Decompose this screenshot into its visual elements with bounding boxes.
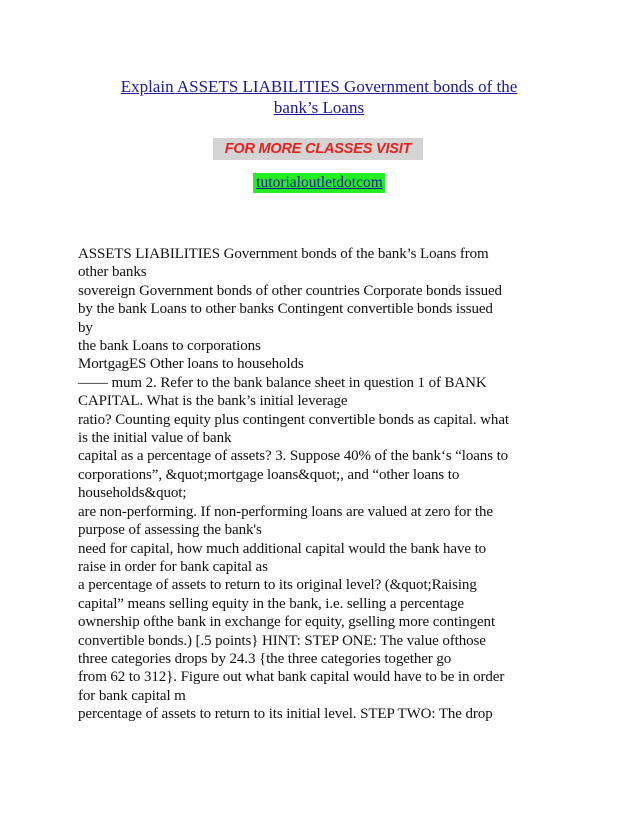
body-line: raise in order for bank capital as	[78, 558, 268, 575]
body-line: for bank capital m	[78, 687, 186, 704]
body-line: by	[78, 319, 93, 336]
body-line: percentage of assets to return to its initial level. STEP TWO: The drop	[78, 706, 493, 723]
body-line: from 62 to 312}. Figure out what bank capital would have to be in order	[78, 669, 505, 686]
body-line: need for capital, how much additional capital would the bank have to	[78, 540, 487, 557]
body-line: is the initial value of bank	[78, 430, 232, 447]
body-line: by the bank Loans to other banks Contingent convertible bonds issued	[78, 301, 493, 318]
body-text	[78, 245, 550, 724]
title-link[interactable]	[89, 76, 549, 118]
promo-banner: FOR MORE CLASSES VISIT	[213, 138, 423, 160]
body-line: households&quot;	[78, 485, 187, 502]
body-line: —— mum 2. Refer to the bank balance sheet in question 1 of BANK	[78, 374, 487, 391]
body-line: are non-performing. If non-performing loans are valued at zero for the	[78, 503, 493, 520]
site-link[interactable]: tutorialoutletdotcom	[253, 173, 385, 193]
body-line: ownership ofthe bank in exchange for equity, gselling more contingent	[78, 614, 496, 631]
body-line: capital” means selling equity in the bank, i.e. selling a percentage	[78, 595, 464, 612]
body-line: purpose of assessing the bank's	[78, 522, 262, 539]
body-line: capital as a percentage of assets? 3. Suppose 40% of the bank‘s “loans to	[78, 448, 509, 465]
body-line: three categories drops by 24.3 {the three categories together go	[78, 650, 452, 667]
body-line: convertible bonds.) [.5 points} HINT: STEP ONE: The value ofthose	[78, 632, 486, 649]
body-line: sovereign Government bonds of other countries Corporate bonds issued	[78, 282, 502, 299]
body-line: ratio? Counting equity plus contingent convertible bonds as capital. what	[78, 411, 509, 428]
body-line: CAPITAL. What is the bank’s initial leverage	[78, 393, 348, 410]
title-line-1: Explain ASSETS LIABILITIES Government bonds of the	[120, 77, 518, 96]
body-line: other banks	[78, 264, 147, 281]
body-line: the bank Loans to corporations	[78, 338, 261, 355]
title-line-2: bank’s Loans	[273, 98, 365, 117]
body-line: corporations”, &quot;mortgage loans&quot;, and “other loans to	[78, 466, 460, 483]
title-block	[0, 76, 638, 118]
body-line: MortgagES Other loans to households	[78, 356, 304, 373]
site-block	[0, 172, 638, 194]
body-line: a percentage of assets to return to its original level? (&quot;Raising	[78, 577, 477, 594]
body-line: ASSETS LIABILITIES Government bonds of the bank’s Loans from	[78, 246, 489, 262]
